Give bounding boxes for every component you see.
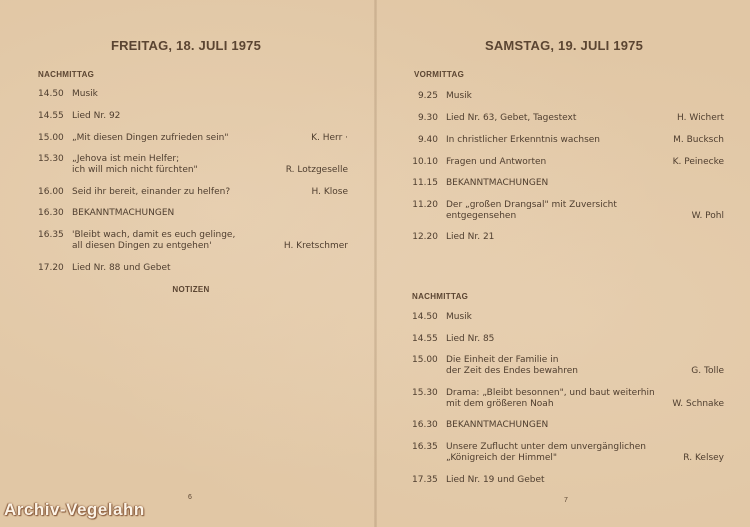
row-speaker: H. Wichert <box>677 113 724 123</box>
row-title: Lied Nr. 85 <box>446 334 495 344</box>
row-speaker: H. Klose <box>311 187 348 197</box>
row-time: 16.00 <box>38 187 64 197</box>
page-number-right: 7 <box>564 497 568 504</box>
row-title-line2: mit dem größeren Noah <box>446 399 554 409</box>
archive-watermark: Archiv-Vegelahn <box>4 500 145 519</box>
row-time: 15.30 <box>38 154 64 164</box>
row-time: 15.30 <box>412 388 438 398</box>
program-row <box>412 113 724 124</box>
right-page <box>378 0 750 527</box>
row-time: 16.30 <box>38 208 64 218</box>
row-title: Musik <box>446 312 472 322</box>
program-row <box>412 442 724 464</box>
row-time: 9.30 <box>417 113 438 123</box>
row-title: Musik <box>72 89 98 99</box>
program-row <box>38 133 348 144</box>
row-speaker: G. Tolle <box>691 366 724 376</box>
program-row <box>38 111 348 122</box>
page-fold <box>374 0 377 527</box>
program-row <box>412 475 724 486</box>
row-title: Unsere Zuflucht unter dem unvergänglichen <box>446 442 646 452</box>
row-title: BEKANNTMACHUNGEN <box>72 208 175 218</box>
row-title: Lied Nr. 19 und Gebet <box>446 475 545 485</box>
row-title: Drama: „Bleibt besonnen", und baut weiterhin <box>446 388 655 398</box>
row-title: Der „großen Drangsal" mit Zuversicht <box>446 200 617 210</box>
row-time: 14.55 <box>412 334 438 344</box>
row-title-line2: entgegensehen <box>446 211 517 221</box>
program-row <box>412 135 724 146</box>
row-time: 14.55 <box>38 111 64 121</box>
row-time: 10.10 <box>412 157 438 167</box>
row-speaker: K. Peinecke <box>672 157 724 167</box>
row-title: BEKANNTMACHUNGEN <box>446 420 549 430</box>
row-time: 9.40 <box>417 135 438 145</box>
program-row <box>412 312 724 323</box>
program-row <box>412 91 724 102</box>
section-afternoon-friday: NACHMITTAG <box>38 70 95 79</box>
row-title: Fragen und Antworten <box>446 157 547 167</box>
program-row <box>412 388 724 410</box>
notes-label: NOTIZEN <box>172 285 210 294</box>
row-speaker: K. Herr · <box>311 133 348 143</box>
program-row <box>38 208 348 219</box>
program-row <box>412 355 724 377</box>
program-row <box>38 187 348 198</box>
program-row <box>412 420 724 431</box>
page-number-left: 6 <box>188 494 192 501</box>
row-time: 16.30 <box>412 420 438 430</box>
row-title: „Jehova ist mein Helfer; <box>72 154 180 164</box>
row-title: BEKANNTMACHUNGEN <box>446 178 549 188</box>
row-time: 16.35 <box>38 230 64 240</box>
program-row <box>412 178 724 189</box>
row-time: 15.00 <box>412 355 438 365</box>
row-speaker: R. Kelsey <box>683 453 724 463</box>
row-title: Lied Nr. 63, Gebet, Tagestext <box>446 113 577 123</box>
row-title: Seid ihr bereit, einander zu helfen? <box>72 187 231 197</box>
row-time: 17.20 <box>38 263 64 273</box>
row-title-line2: ich will mich nicht fürchten" <box>72 165 198 175</box>
row-title: Die Einheit der Familie in <box>446 355 559 365</box>
program-row <box>38 89 348 100</box>
row-title: Musik <box>446 91 472 101</box>
program-row <box>412 232 724 243</box>
row-title: Lied Nr. 88 und Gebet <box>72 263 171 273</box>
row-speaker: W. Schnake <box>672 399 724 409</box>
program-row <box>38 154 348 176</box>
day-title-saturday: SAMSTAG, 19. JULI 1975 <box>484 38 644 53</box>
row-title: „Mit diesen Dingen zufrieden sein" <box>72 133 229 143</box>
row-speaker: H. Kretschmer <box>283 241 348 251</box>
row-time: 15.00 <box>38 133 64 143</box>
row-title: Lied Nr. 21 <box>446 232 495 242</box>
program-row <box>38 230 348 252</box>
program-row <box>412 200 724 222</box>
row-title: In christlicher Erkenntnis wachsen <box>446 135 601 145</box>
section-morning-saturday: VORMITTAG <box>414 70 465 79</box>
row-speaker: M. Bucksch <box>673 135 724 145</box>
row-title-line2: all diesen Dingen zu entgehen' <box>72 241 212 251</box>
program-row <box>412 334 724 345</box>
row-time: 14.50 <box>38 89 64 99</box>
day-title-friday: FREITAG, 18. JULI 1975 <box>110 38 262 53</box>
row-speaker: R. Lotzgeselle <box>285 165 348 175</box>
program-row <box>412 157 724 168</box>
left-page <box>0 0 372 527</box>
row-title-line2: der Zeit des Endes bewahren <box>446 366 578 376</box>
row-time: 14.50 <box>412 312 438 322</box>
row-time: 9.25 <box>417 91 438 101</box>
row-title: 'Bleibt wach, damit es euch gelinge, <box>72 230 236 240</box>
program-row <box>38 263 348 274</box>
row-time: 16.35 <box>412 442 438 452</box>
row-time: 11.15 <box>412 178 438 188</box>
row-speaker: W. Pohl <box>691 211 724 221</box>
row-time: 12.20 <box>412 232 438 242</box>
row-time: 17.35 <box>412 475 438 485</box>
row-title: Lied Nr. 92 <box>72 111 121 121</box>
row-time: 11.20 <box>412 200 438 210</box>
row-title-line2: „Königreich der Himmel" <box>446 453 558 463</box>
section-afternoon-saturday: NACHMITTAG <box>412 292 469 301</box>
